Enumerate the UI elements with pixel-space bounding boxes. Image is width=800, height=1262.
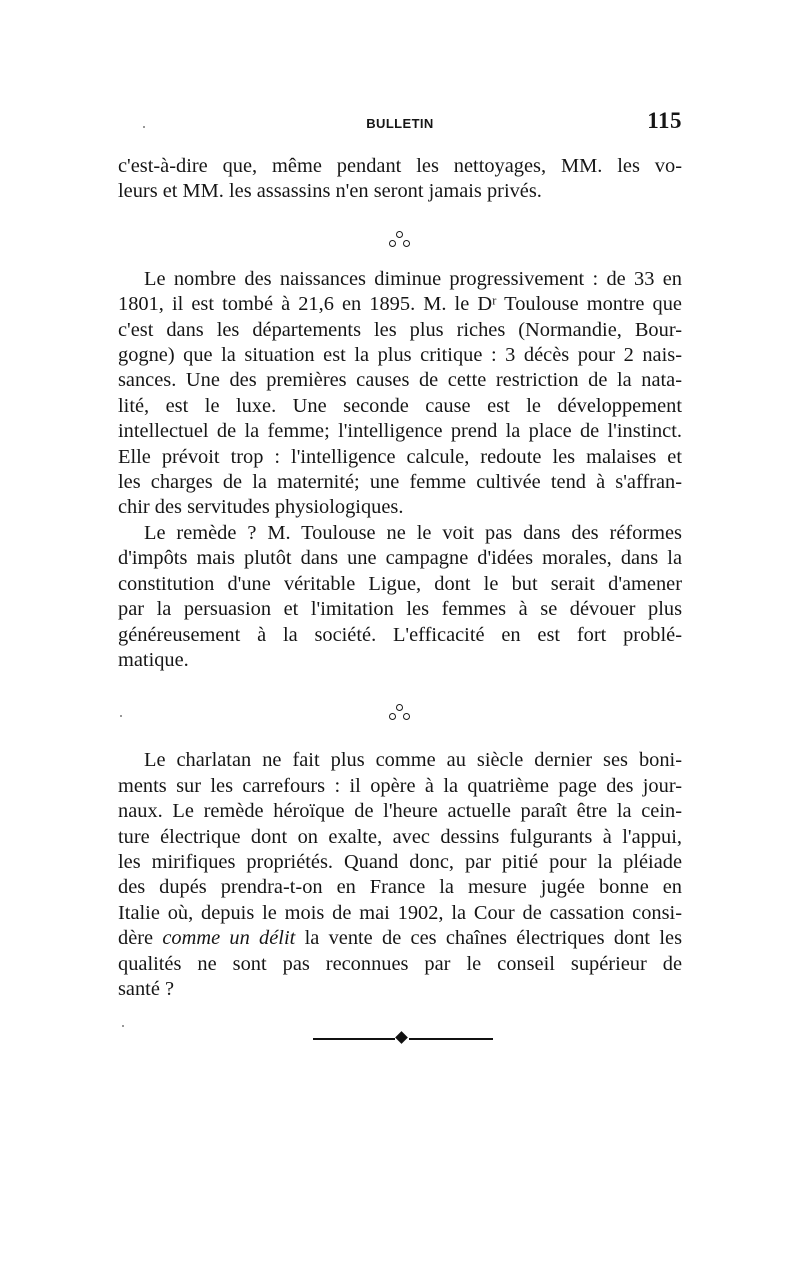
asterism-separator: [380, 229, 420, 255]
text-line: Le nombre des naissances diminue progressivement : de 33 en: [144, 267, 682, 290]
text-line: généreusement à la société. L'efficacité en est fort problé-: [118, 623, 682, 646]
page-header: [118, 108, 682, 138]
ornament-rule: [313, 1038, 395, 1040]
text-line-with-emphasis: [118, 926, 682, 951]
running-head: BULLETIN: [366, 116, 434, 131]
text-line: ments sur les carrefours : il opère à la quatrième page des jour-: [118, 774, 682, 797]
text-line: Elle prévoit trop : l'intelligence calcule, redoute les malaises et: [118, 445, 682, 468]
text-line: d'impôts mais plutôt dans une campagne d'idées morales, dans la: [118, 547, 682, 570]
end-ornament: [313, 1029, 493, 1049]
text-line: ture électrique dont on exalte, avec dessins fulgurants à l'appui,: [118, 825, 682, 848]
text-line: des dupés prendra-t-on en France la mesure jugée bonne en: [118, 876, 682, 899]
text-line: c'est dans les départements les plus riches (Normandie, Bour-: [118, 318, 682, 341]
scan-speck: [122, 1025, 124, 1027]
page-number: 115: [647, 108, 682, 133]
text-line: constitution d'une véritable Ligue, dont le but serait d'amener: [118, 572, 682, 595]
diamond-ornament-icon: [395, 1031, 408, 1044]
text-run: la vente de ces chaînes électriques dont les: [295, 927, 683, 950]
text-line: Italie où, depuis le mois de mai 1902, la Cour de cassation consi-: [118, 901, 682, 924]
ornament-rule: [409, 1038, 493, 1040]
text-line: les charges de la maternité; une femme cultivée tend à s'affran-: [118, 471, 682, 494]
ring-ornament-icon: [403, 713, 410, 720]
body-text: [118, 154, 682, 1002]
text-line: par la persuasion et l'imitation les femmes à se dévouer plus: [118, 598, 682, 621]
text-line: intellectuel de la femme; l'intelligence prend la place de l'instinct.: [118, 420, 682, 443]
text-line: naux. Le remède héroïque de l'heure actuelle paraît être la cein-: [118, 800, 682, 823]
text-line: gogne) que la situation est la plus critique : 3 décès pour 2 nais-: [118, 344, 682, 367]
text-line: leurs et MM. les assassins n'en seront jamais privés.: [118, 180, 542, 203]
text-run: dère: [118, 927, 163, 950]
asterism-separator: [380, 702, 420, 728]
ring-ornament-icon: [389, 713, 396, 720]
text-line: qualités ne sont pas reconnues par le conseil supérieur de: [118, 952, 682, 975]
text-line: matique.: [118, 648, 189, 671]
scan-speck: [143, 126, 145, 128]
text-line: lité, est le luxe. Une seconde cause est le développement: [118, 394, 682, 417]
ring-ornament-icon: [396, 704, 403, 711]
scan-speck: [120, 715, 122, 717]
text-line: sances. Une des premières causes de cette restriction de la nata-: [118, 369, 682, 392]
ring-ornament-icon: [403, 240, 410, 247]
ring-ornament-icon: [389, 240, 396, 247]
emphasis-text: comme un délit: [162, 927, 296, 950]
text-line: Le remède ? M. Toulouse ne le voit pas dans des réformes: [144, 521, 682, 544]
text-line: c'est-à-dire que, même pendant les nettoyages, MM. les vo-: [118, 155, 682, 177]
text-line: 1801, il est tombé à 21,6 en 1895. M. le Dʳ Toulouse montre que: [118, 293, 682, 316]
text-line: Le charlatan ne fait plus comme au siècle dernier ses boni-: [144, 749, 682, 772]
text-line: les mirifiques propriétés. Quand donc, par pitié pour la pléiade: [118, 850, 682, 873]
text-line: chir des servitudes physiologiques.: [118, 496, 404, 519]
ring-ornament-icon: [396, 231, 403, 238]
text-line: santé ?: [118, 977, 175, 1000]
